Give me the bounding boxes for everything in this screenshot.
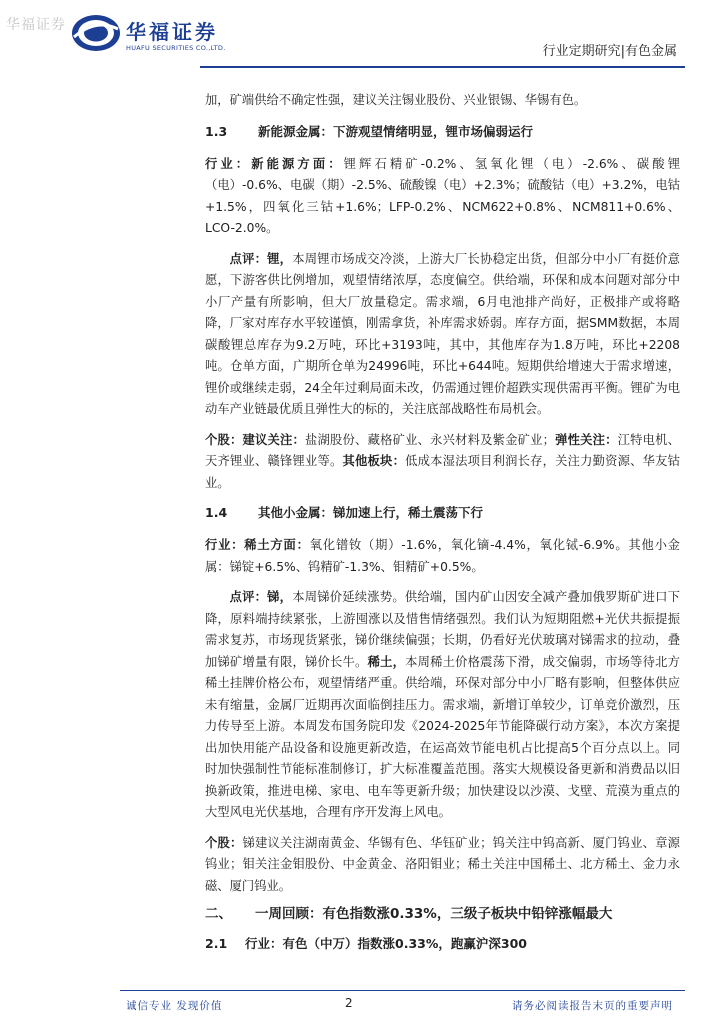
stocks-label: 个股： <box>205 835 243 850</box>
logo-en-text: HUAFU SECURITIES CO.,LTD. <box>126 44 226 52</box>
stocks-bold-3: 其他板块： <box>342 454 406 468</box>
section-number: 1.3 <box>205 123 228 139</box>
industry-text: 锂辉石精矿-0.2%、氢氧化锂（电）-2.6%、碳酸锂（电）-0.6%、电碳（期）-2.5%、硫酸镍（电）+2.3%；硫酸钴（电）+3.2%，电钴+1.5%，四氧化三钴+1.6%；LFP-0.2%、NCM622+0.8%、NCM811+0.6%、LCO-2.0%。 <box>205 156 680 235</box>
stocks-label: 个股： <box>205 432 243 447</box>
s13-industry-paragraph <box>205 154 680 240</box>
industry-text: 氧化镨钕（期）-1.6%，氧化镝-4.4%，氧化铽-6.9%。其他小金属：锑锭+6.5%、钨精矿-1.3%、钼精矿+0.5%。 <box>205 538 680 574</box>
stocks-text-1: 盐湖股份、藏格矿业、永兴材料及紫金矿业； <box>305 432 555 447</box>
industry-label: 行业： <box>205 156 252 171</box>
comment-text-2: 本周稀土价格震荡下滑，成交偏弱，市场等待北方稀土挂牌价格公布，观望情绪严重。供给端，环保对部分中小厂略有影响，但整体供应未有缩量，金属厂近期再次面临倒挂压力。需求端，新增订单较少，订单竞价激烈，压力传导至上游。本周发布国务院印发《2024-2025年节能降碳行动方案》，本次方案提出加快用能产品设备和设施更新改造，在运高效节能电机占比提高5个百分点以上。同时加快强制性节能标准制修订，扩大标准覆盖范围。落实大规模设备更新和消费品以旧换新政策，推进电梯、家电、电车等更新升级；加快建设以沙漠、戈壁、荒漠为重点的大型风电光伏基地，合理有序开发海上风电。 <box>205 654 680 819</box>
section-2-heading <box>205 903 680 925</box>
s14-industry-paragraph <box>205 535 680 578</box>
industry-bold: 新能源方面： <box>251 156 344 171</box>
page-number: 2 <box>345 996 353 1010</box>
s14-comment-paragraph <box>205 587 680 824</box>
comment-text-1: 本周锑价延续涨势。供给端，国内矿山因安全减产叠加俄罗斯矿进口下降，原料端持续紧张，上游囤涨以及惜售情绪强烈。我们认为短期阻燃+光伏共振提振需求复苏，市场现货紧张，锑价继续偏强；长期，仍看好光伏玻璃对锑需求的拉动，叠加锑矿增量有限，锑价长牛。 <box>205 590 680 669</box>
stocks-text-3: 低成本湿法项目利润长存，关注力勤资源、华友钴业。 <box>205 454 680 490</box>
section-number: 1.4 <box>205 505 228 520</box>
section-2-1-heading <box>205 934 680 954</box>
company-logo <box>70 10 250 60</box>
comment-bold-1: 锑， <box>267 590 293 604</box>
stocks-text: 锑建议关注湖南黄金、华锡有色、华钰矿业；钨关注中钨高新、厦门钨业、章源钨业；钼关注金钼股份、中金黄金、洛阳钼业；稀土关注中国稀土、北方稀土、金力永磁、厦门钨业。 <box>205 835 680 893</box>
section-1-4-heading <box>205 503 680 523</box>
section-title: 行业：有色（中万）指数涨0.33%，跑赢沪深300 <box>245 936 527 951</box>
report-type: 行业定期研究|有色金属 <box>542 44 677 59</box>
logo-mark-icon <box>70 10 122 56</box>
watermark: 华福证券 <box>6 17 66 33</box>
stocks-bold-2: 弹性关注： <box>554 432 618 447</box>
comment-label: 点评： <box>229 590 268 604</box>
stocks-text-2: 江特电机、天齐锂业、赣锋锂业等。 <box>205 432 680 468</box>
section-title: 其他小金属：锑加速上行，稀土震荡下行 <box>258 505 484 520</box>
s14-stocks-paragraph <box>205 833 680 898</box>
comment-label: 点评： <box>229 251 268 266</box>
header-rule <box>200 66 685 68</box>
footer-slogan: 诚信专业 发现价值 <box>126 1000 223 1012</box>
comment-bold-2: 稀土， <box>367 654 406 669</box>
section-number: 2.1 <box>205 936 228 951</box>
footer-rule <box>120 990 685 991</box>
section-title: 新能源金属：下游观望情绪明显，锂市场偏弱运行 <box>258 123 534 139</box>
s13-stocks-paragraph <box>205 430 680 495</box>
comment-text: 本周锂市场成交冷淡，上游大厂长协稳定出货，但部分中小厂有挺价意愿，下游客供比例增加，观望情绪浓厚，态度偏空。供给端，环保和成本问题对部分中小厂产量有所影响，但大厂放量稳定。需求端，6月电池排产尚好，正极排产或将略降，厂家对库存水平较谨慎，刚需拿货，补库需求娇弱。库存方面，据SMM数据，本周碳酸锂总库存为9.2万吨，环比+3193吨，其中，其他库存为1.8万吨，环比+2208吨。仓单方面，广期所仓单为24996吨，环比+644吨。短期供给增速大于需求增速，锂价或继续走弱，24全年过剩局面未改，仍需通过锂价超跌实现供需再平衡。锂矿为电动车产业链最优质且弹性大的标的，关注底部战略性布局机会。 <box>205 251 680 416</box>
section-number: 二、 <box>205 906 232 922</box>
section-title: 一周回顾：有色指数涨0.33%，三级子板块中铅锌涨幅最大 <box>255 906 613 922</box>
stocks-bold-1: 建议关注： <box>242 432 306 447</box>
industry-label: 行业： <box>205 538 245 552</box>
industry-bold: 稀土方面： <box>244 538 310 552</box>
section-1-3-heading <box>205 122 680 142</box>
comment-bold: 锂， <box>267 251 293 266</box>
s13-comment-paragraph <box>205 249 680 421</box>
logo-cn-text: 华福证券 <box>126 20 218 44</box>
intro-paragraph: 加，矿端供给不确定性强，建议关注锡业股份、兴业银锡、华锡有色。 <box>205 93 587 107</box>
content-body <box>205 82 680 954</box>
footer-disclaimer: 请务必阅读报告末页的重要声明 <box>512 1000 673 1012</box>
